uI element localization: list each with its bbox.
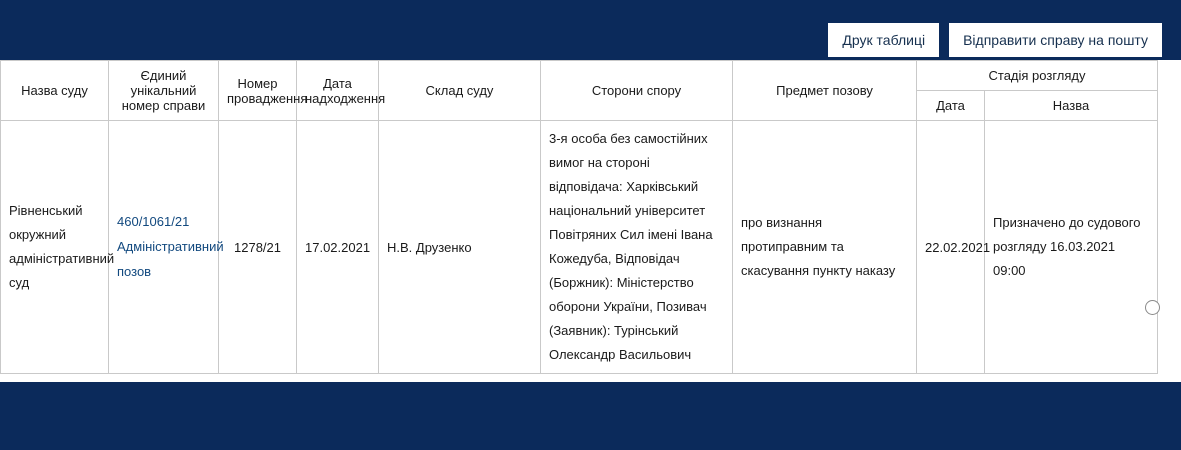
header-parties: Сторони спору: [541, 61, 733, 121]
cell-claim-subject: про визнання протиправним та скасування пункту наказу: [733, 121, 917, 374]
header-stage-group: Стадія розгляду: [917, 61, 1158, 91]
case-type-link[interactable]: Адміністративний позов: [117, 238, 224, 279]
bottom-bar: [0, 382, 1181, 450]
header-stage-name: Назва: [985, 91, 1158, 121]
cell-unique-case-number: [109, 121, 224, 374]
header-unique-case-number: Єдиний унікальний номер справи: [109, 61, 219, 121]
send-case-email-button[interactable]: Відправити справу на пошту: [948, 22, 1163, 58]
cell-proceeding-number: 1278/21: [219, 121, 297, 374]
cell-stage-date: 22.02.2021: [917, 121, 985, 374]
top-toolbar: [0, 0, 1181, 60]
cell-court-name: Рівненський окружний адміністративний суд: [1, 121, 109, 374]
print-table-button[interactable]: Друк таблиці: [827, 22, 940, 58]
cell-receipt-date: 17.02.2021: [297, 121, 379, 374]
header-claim-subject: Предмет позову: [733, 61, 917, 121]
header-court-panel: Склад суду: [379, 61, 541, 121]
header-receipt-date: Дата надходження: [297, 61, 379, 121]
toolbar-actions: [827, 22, 1163, 58]
cell-stage-name: Призначено до судового розгляду 16.03.2021 09:00: [985, 121, 1158, 374]
row-select-radio[interactable]: [1145, 300, 1160, 315]
cell-parties: 3-я особа без самостійних вимог на стороні відповідача: Харківський національний університет Повітряних Сил імені Івана Кожедуба, Відповідач (Боржник): Міністерство оборони України, Позивач (Заявник): Турінський Олександр Васильович: [541, 121, 733, 374]
cell-court-panel: Н.В. Друзенко: [379, 121, 541, 374]
table-body: [1, 121, 1158, 374]
table-row[interactable]: [1, 121, 1158, 374]
header-proceeding-number: Номер провадження: [219, 61, 297, 121]
header-stage-date: Дата: [917, 91, 985, 121]
case-number-link[interactable]: 460/1061/21: [117, 214, 190, 230]
table-head: [1, 61, 1158, 121]
results-table-wrapper: [0, 60, 1181, 374]
header-court-name: Назва суду: [1, 61, 109, 121]
court-cases-table: [0, 60, 1158, 374]
header-row-top: [1, 61, 1158, 91]
